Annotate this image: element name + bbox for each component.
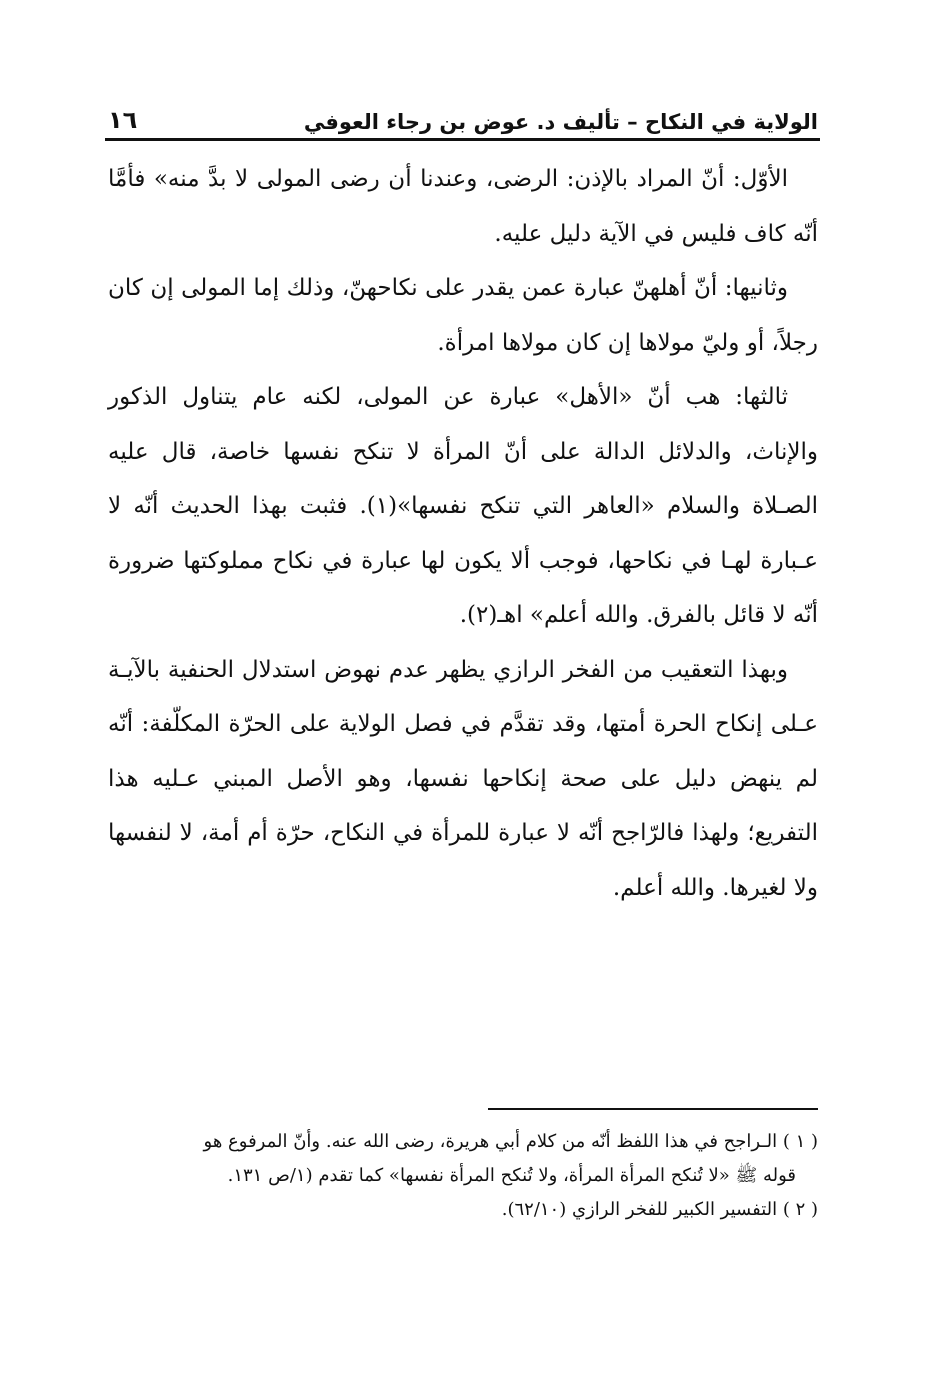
paragraph-first: الأوّل: أنّ المراد بالإذن: الرضى، وعندنا أن رضى المولى لا بدَّ منه» فأمَّا أنّه كاف فليس في الآية دليل عليه. bbox=[108, 166, 818, 247]
header-divider bbox=[105, 138, 820, 141]
main-text bbox=[108, 152, 818, 915]
page-number: ١٦ bbox=[108, 106, 138, 134]
running-header bbox=[108, 96, 818, 134]
paragraph-conclusion: وبهذا التعقيب من الفخر الرازي يظهر عدم نهوض استدلال الحنفية بالآيـة عـلى إنكاح الحرة أمتها، وقد تقدَّم في فصل الولاية على الحرّة المكلّفة: أنّه لم ينهض دليل على صحة إنكاحها نفسها، وهو الأصل المبني عـليه هذا التفريع؛ ولهذا فالرّاجح أنّه لا عبارة للمرأة في النكاح، حرّة أم أمة، لا لنفسها ولا لغيرها. والله أعلم. bbox=[108, 656, 818, 901]
paragraph-third: ثالثها: هب أنّ «الأهل» عبارة عن المولى، لكنه عام يتناول الذكور والإناث، والدلائل الدالة على أنّ المرأة لا تنكح نفسها خاصة، قال عليه الصـلاة والسلام «العاهر التي تنكح نفسها»(١). فثبت بهذا الحديث أنّه لا عـبارة لهـا في نكاحها، فوجب ألا يكون لها عبارة في نكاح مملوكتها ضرورة أنّه لا قائل بالفرق. والله أعلم» اهـ(٢). bbox=[108, 384, 818, 628]
footnote-1-continuation: قوله ﷺ «لا تُنكح المرأة المرأة، ولا تُنكح المرأة نفسها» كما تقدم (١/ص ١٣١. bbox=[227, 1165, 796, 1186]
footnotes bbox=[108, 1125, 818, 1227]
footnote-1: ( ١ ) الـراجح في هذا اللفظ أنّه من كلام أبي هريرة، رضى الله عنه. وأنّ المرفوع هو bbox=[203, 1131, 818, 1152]
header-title: الولاية في النكاح – تأليف د. عوض بن رجاء العوفي bbox=[303, 110, 818, 134]
paragraph-second: وثانيها: أنّ أهلهنّ عبارة عمن يقدر على نكاحهنّ، وذلك إما المولى إن كان رجلاً، أو وليّ مولاها إن كان مولاها امرأة. bbox=[108, 275, 818, 356]
footnote-2: ( ٢ ) التفسير الكبير للفخر الرازي (٦٢/١٠). bbox=[501, 1199, 818, 1220]
footnote-divider bbox=[488, 1108, 818, 1110]
